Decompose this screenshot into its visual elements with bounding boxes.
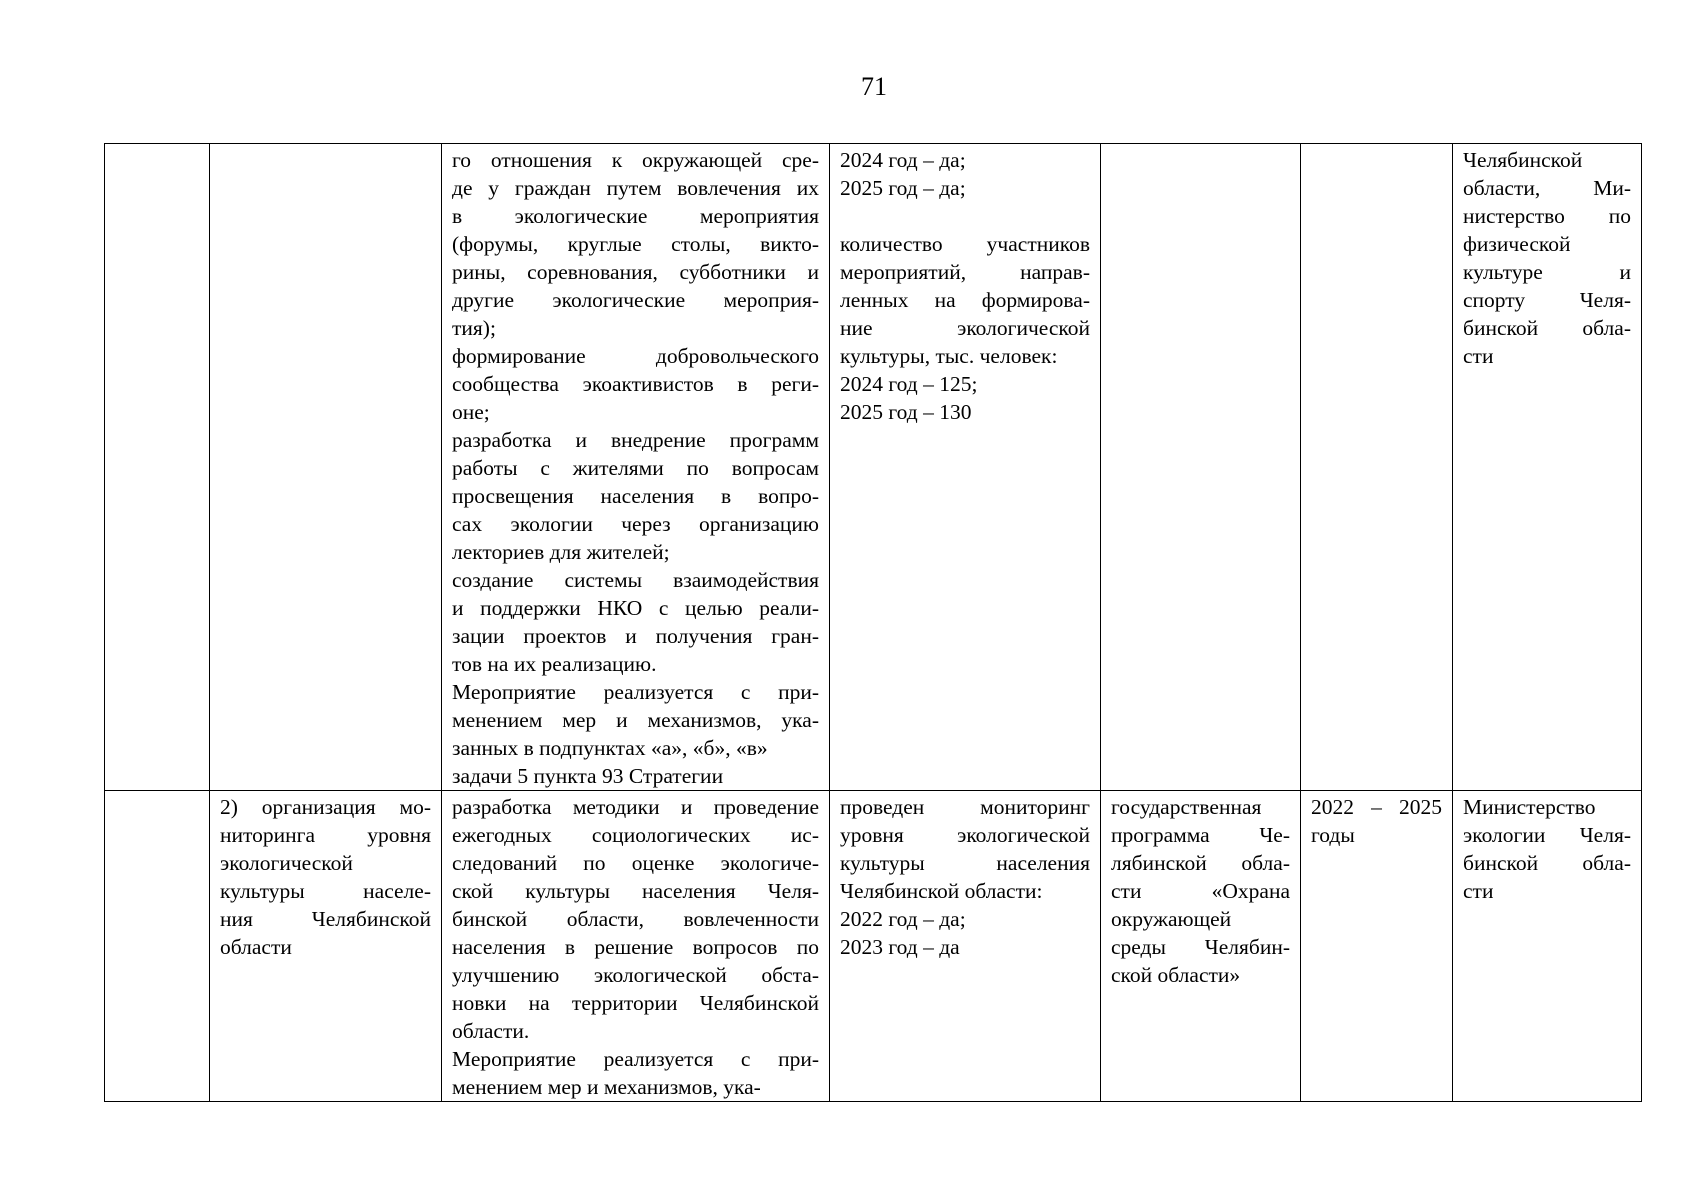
text-line: физической [1463,232,1571,256]
text-line: го отношения к окружающей сре- [452,148,819,172]
text-line: культуре и [1463,260,1631,284]
text-line: сах экологии через организацию [452,512,819,536]
table-row [105,144,1642,791]
text-line: в экологические мероприятия [452,204,819,228]
text-line: 2022 – 2025 [1311,795,1442,819]
text-line: 2023 год – да [840,935,960,959]
text-line: рины, соревнования, субботники и [452,260,819,284]
cell-measure [210,144,442,791]
cell-indicators [830,144,1101,791]
page-number: 71 [861,72,887,101]
text-line: работы с жителями по вопросам [452,456,819,480]
text-line: бинской обла- [1463,316,1631,340]
text-line: 2025 год – да; [840,176,966,200]
text-line: области, Ми- [1463,176,1631,200]
text-line: 2025 год – 130 [840,400,972,424]
text-line: задачи 5 пункта 93 Стратегии [452,764,724,788]
text-line: ской культуры населения Челя- [452,879,819,903]
text-line: оне; [452,400,490,424]
text-line: тов на их реализацию. [452,652,657,676]
text-line: проведен мониторинг [840,795,1090,819]
text-line: программа Че- [1111,823,1290,847]
text-line: ежегодных социологических ис- [452,823,819,847]
cell-measure [210,791,442,1102]
text-line: разработка методики и проведение [452,795,819,819]
cell-indicators [830,791,1101,1102]
text-line: разработка и внедрение программ [452,428,819,452]
text-line: сти «Охрана [1111,879,1290,903]
text-line: нистерство по [1463,204,1631,228]
text-line: создание системы взаимодействия [452,568,819,592]
text-line: уровня экологической [840,823,1090,847]
text-line: спорту Челя- [1463,288,1631,312]
text-line: области [220,935,292,959]
text-line: тия); [452,316,496,340]
text-line: лекториев для жителей; [452,540,670,564]
text-line: культуры, тыс. человек: [840,344,1058,368]
table-row [105,791,1642,1102]
text-line: просвещения населения в вопро- [452,484,819,508]
text-line: ленных на формирова- [840,288,1090,312]
text-line: экологической [220,851,353,875]
text-line: культуры населения [840,851,1090,875]
text-line: лябинской обла- [1111,851,1290,875]
cell-period [1301,791,1453,1102]
text-line: улучшению экологической обста- [452,963,819,987]
text-line: менением мер и механизмов, ука- [452,1075,761,1099]
text-line: менением мер и механизмов, ука- [452,708,819,732]
text-line: населения в решение вопросов по [452,935,819,959]
cell-description [442,144,830,791]
text-line: культуры населе- [220,879,431,903]
text-line: годы [1311,823,1355,847]
text-line: Министерство [1463,795,1596,819]
cell-program [1101,144,1301,791]
cell-description [442,791,830,1102]
text-line: сообщества экоактивистов в реги- [452,372,819,396]
measures-table [104,143,1642,1102]
text-line: формирование добровольческого [452,344,819,368]
cell-responsible [1453,791,1642,1102]
text-line: количество участников [840,232,1090,256]
text-line: Мероприятие реализуется с при- [452,680,819,704]
text-line: Мероприятие реализуется с при- [452,1047,819,1071]
text-line: следований по оценке экологиче- [452,851,819,875]
text-line: окружающей [1111,907,1232,931]
cell-responsible [1453,144,1642,791]
text-line [840,202,1090,230]
text-line: сти [1463,879,1494,903]
text-line: области. [452,1019,530,1043]
text-line: зации проектов и получения гран- [452,624,819,648]
text-line: 2) организация мо- [220,795,431,819]
text-line: государственная [1111,795,1262,819]
cell-period [1301,144,1453,791]
cell-number [105,144,210,791]
text-line: ниторинга уровня [220,823,431,847]
text-line: ние экологической [840,316,1090,340]
text-line: ской области» [1111,963,1241,987]
text-line: 2024 год – да; [840,148,966,172]
text-line: экологии Челя- [1463,823,1631,847]
text-line: бинской области, вовлеченности [452,907,819,931]
text-line: ния Челябинской [220,907,431,931]
text-line: среды Челябин- [1111,935,1290,959]
text-line: Челябинской [1463,148,1583,172]
text-line: и поддержки НКО с целью реали- [452,596,819,620]
text-line: бинской обла- [1463,851,1631,875]
text-line: новки на территории Челябинской [452,991,819,1015]
text-line: Челябинской области: [840,879,1043,903]
text-line: занных в подпунктах «а», «б», «в» [452,736,768,760]
text-line: другие экологические мероприя- [452,288,819,312]
cell-number [105,791,210,1102]
text-line: 2022 год – да; [840,907,966,931]
text-line: де у граждан путем вовлечения их [452,176,819,200]
cell-program [1101,791,1301,1102]
text-line: мероприятий, направ- [840,260,1090,284]
text-line: 2024 год – 125; [840,372,978,396]
text-line: сти [1463,344,1494,368]
text-line: (форумы, круглые столы, викто- [452,232,819,256]
